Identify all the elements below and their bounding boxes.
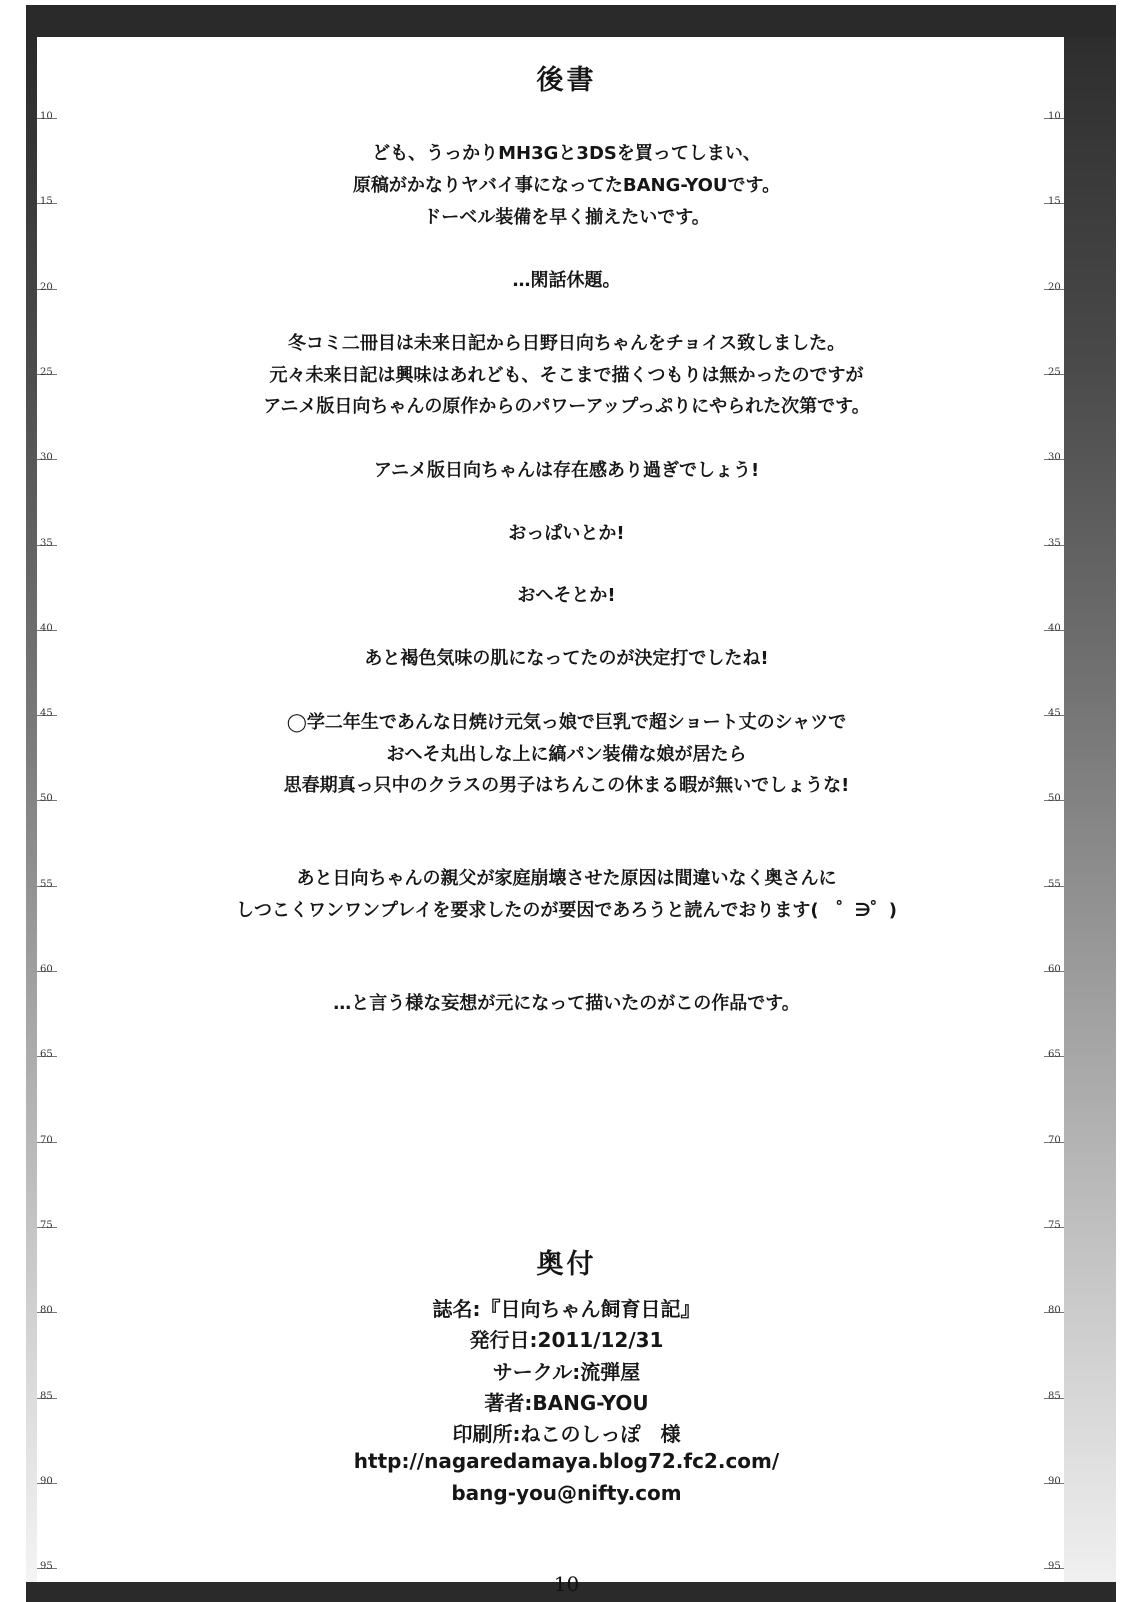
- ruler-label-left: 90: [40, 1476, 53, 1487]
- ruler-label-left: 55: [40, 879, 53, 890]
- ruler-label-right: 65: [1048, 1049, 1061, 1060]
- ruler-label-right: 90: [1048, 1476, 1061, 1487]
- afterword-line: 原稿がかなりヤバイ事になってたBANG-YOUです。: [352, 175, 781, 196]
- afterword-line: おへそとか!: [517, 585, 616, 606]
- ruler-label-right: 75: [1048, 1220, 1061, 1231]
- colophon-title: 奥付: [536, 1249, 597, 1280]
- afterword-line: あと日向ちゃんの親父が家庭崩壊させた原因は間違いなく奥さんに: [296, 868, 837, 889]
- afterword-line: 元々未来日記は興味はあれども、そこまで描くつもりは無かったのですが: [269, 365, 864, 386]
- top-crop-bar: [26, 5, 1116, 37]
- ruler-label-left: 35: [40, 538, 53, 549]
- ruler-label-right: 25: [1048, 367, 1061, 378]
- ruler-label-left: 45: [40, 708, 53, 719]
- ruler-label-left: 75: [40, 1220, 53, 1231]
- ruler-label-left: 85: [40, 1391, 53, 1402]
- colophon-line: 著者:BANG-YOU: [484, 1391, 649, 1415]
- ruler-label-right: 15: [1048, 196, 1061, 207]
- afterword-line: おへそ丸出しな上に縞パン装備な娘が居たら: [386, 744, 747, 765]
- ruler-label-left: 20: [40, 282, 53, 293]
- ruler-label-left: 60: [40, 964, 53, 975]
- ruler-label-right: 55: [1048, 879, 1061, 890]
- colophon-line: 誌名:『日向ちゃん飼育日記』: [432, 1297, 701, 1321]
- ruler-label-right: 60: [1048, 964, 1061, 975]
- ruler-label-left: 95: [40, 1561, 53, 1572]
- ruler-label-right: 85: [1048, 1391, 1061, 1402]
- afterword-line: ども、うっかりMH3Gと3DSを買ってしまい、: [372, 143, 761, 164]
- ruler-label-left: 15: [40, 196, 53, 207]
- ruler-label-right: 95: [1048, 1561, 1061, 1572]
- ruler-label-right: 50: [1048, 793, 1061, 804]
- ruler-label-right: 20: [1048, 282, 1061, 293]
- ruler-label-right: 45: [1048, 708, 1061, 719]
- ruler-label-right: 80: [1048, 1305, 1061, 1316]
- ruler-label-right: 35: [1048, 538, 1061, 549]
- ruler-label-right: 40: [1048, 623, 1061, 634]
- afterword-line: アニメ版日向ちゃんの原作からのパワーアップっぷりにやられた次第です。: [263, 396, 870, 417]
- colophon-email: bang-you@nifty.com: [451, 1481, 682, 1505]
- afterword-line: ドーベル装備を早く揃えたいです。: [423, 207, 710, 228]
- afterword-line: おっぱいとか!: [508, 523, 625, 544]
- colophon-line: サークル:流弾屋: [492, 1360, 641, 1384]
- ruler-label-left: 70: [40, 1135, 53, 1146]
- ruler-label-left: 30: [40, 452, 53, 463]
- afterword-line: …と言う様な妄想が元になって描いたのがこの作品です。: [333, 993, 800, 1014]
- colophon-url: http://nagaredamaya.blog72.fc2.com/: [353, 1449, 780, 1473]
- ruler-label-left: 40: [40, 623, 53, 634]
- afterword-title: 後書: [536, 65, 597, 96]
- colophon-line: 発行日:2011/12/31: [469, 1328, 664, 1352]
- afterword-line: アニメ版日向ちゃんは存在感あり過ぎでしょう!: [373, 460, 760, 481]
- colophon-line: 印刷所:ねこのしっぽ 様: [452, 1422, 681, 1446]
- ruler-label-left: 80: [40, 1305, 53, 1316]
- afterword-line: あと褐色気味の肌になってたのが決定打でしたね!: [364, 648, 769, 669]
- afterword-line: ◯学二年生であんな日焼け元気っ娘で巨乳で超ショート丈のシャツで: [286, 712, 847, 733]
- ruler-label-left: 65: [40, 1049, 53, 1060]
- afterword-line: 思春期真っ只中のクラスの男子はちんこの休まる暇が無いでしょうな!: [283, 775, 850, 796]
- ruler-label-left: 25: [40, 367, 53, 378]
- ruler-label-right: 70: [1048, 1135, 1061, 1146]
- page-number: 10: [553, 1572, 580, 1596]
- ruler-label-right: 10: [1048, 111, 1061, 122]
- afterword-line: 冬コミ二冊目は未来日記から日野日向ちゃんをチョイス致しました。: [287, 333, 846, 354]
- afterword-line: しつこくワンワンプレイを要求したのが要因であろうと読んでおります( ゜∋゜): [236, 900, 897, 921]
- afterword-line: …閑話休題。: [512, 270, 621, 291]
- ruler-label-right: 30: [1048, 452, 1061, 463]
- ruler-label-left: 50: [40, 793, 53, 804]
- ruler-label-left: 10: [40, 111, 53, 122]
